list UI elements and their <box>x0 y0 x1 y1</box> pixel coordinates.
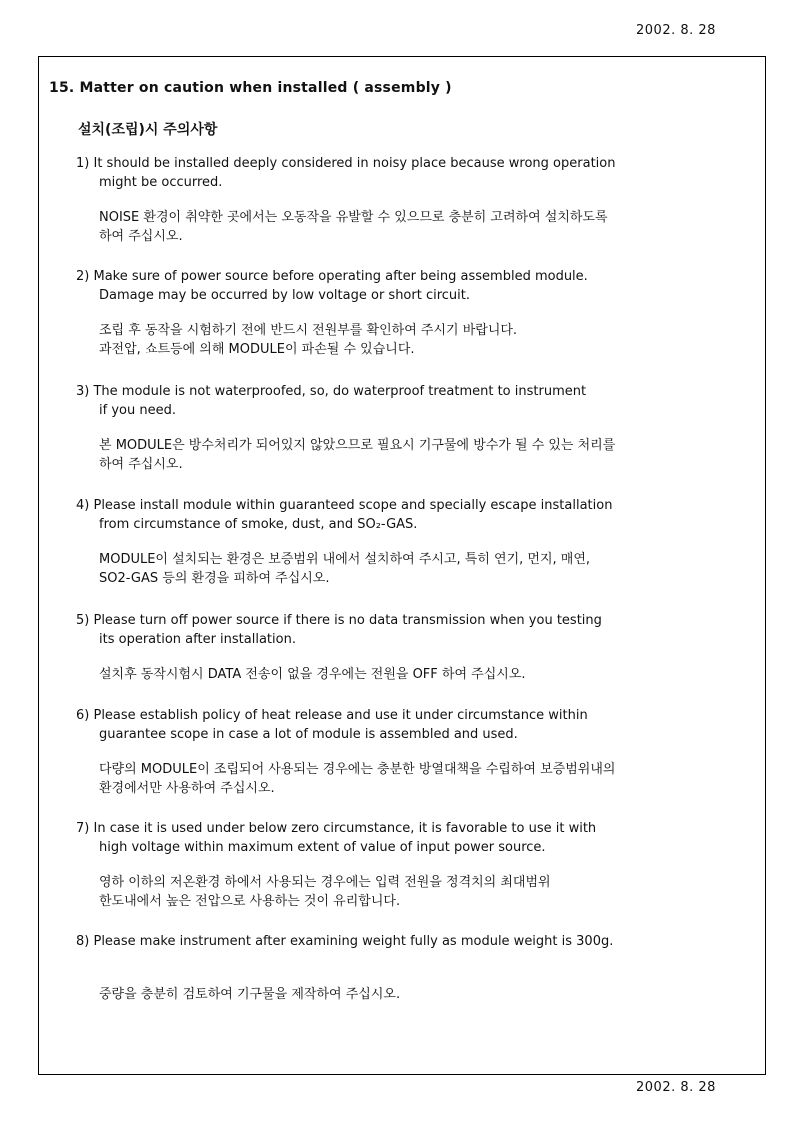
item-english-line-2: Damage may be occurred by low voltage or short circuit. <box>99 288 471 303</box>
item-english-line-2: guarantee scope in case a lot of module is assembled and used. <box>99 727 518 742</box>
caution-item-1 <box>76 154 736 246</box>
caution-item-3 <box>76 382 736 474</box>
caution-item-5 <box>76 611 736 684</box>
item-number: 7) <box>76 821 90 836</box>
item-english-line-2: might be occurred. <box>99 175 223 190</box>
item-english-line-1: 2) Make sure of power source before operating after being assembled module. <box>76 269 588 284</box>
item-english-line-1: 8) Please make instrument after examining weight fully as module weight is 300g. <box>76 934 614 949</box>
item-english-line-2: its operation after installation. <box>99 632 296 647</box>
item-korean-text: 설치후 동작시험시 DATA 전송이 없을 경우에는 전원을 OFF 하여 주십시오. <box>99 667 526 682</box>
item-english-line-1: 6) Please establish policy of heat release and use it under circumstance within <box>76 708 588 723</box>
caution-item-6 <box>76 706 736 798</box>
item-number: 3) <box>76 384 90 399</box>
item-korean-text: MODULE이 설치되는 환경은 보증범위 내에서 설치하여 주시고, 특히 연기, 먼지, 매연, SO2-GAS 등의 환경을 피하여 주십시오. <box>99 552 591 586</box>
item-number: 8) <box>76 934 90 949</box>
item-korean-text: 영하 이하의 저온환경 하에서 사용되는 경우에는 입력 전원을 정격치의 최대범위 한도내에서 높은 전압으로 사용하는 것이 유리합니다. <box>99 875 551 909</box>
item-number: 6) <box>76 708 90 723</box>
item-english-line-2: high voltage within maximum extent of value of input power source. <box>99 840 546 855</box>
item-english-line-1: 1) It should be installed deeply considered in noisy place because wrong operation <box>76 156 616 171</box>
caution-item-2 <box>76 267 736 359</box>
section-title: 15. Matter on caution when installed ( assembly ) <box>49 80 452 96</box>
caution-item-7 <box>76 819 736 911</box>
item-english-line-2: from circumstance of smoke, dust, and SO₂-GAS. <box>99 517 418 532</box>
item-english-line-1: 4) Please install module within guaranteed scope and specially escape installation <box>76 498 613 513</box>
item-english-line-2: if you need. <box>99 403 176 418</box>
item-english-line-1: 5) Please turn off power source if there is no data transmission when you testing <box>76 613 602 628</box>
item-number: 5) <box>76 613 90 628</box>
item-korean-text: 조립 후 동작을 시험하기 전에 반드시 전원부를 확인하여 주시기 바랍니다. 과전압, 쇼트등에 의해 MODULE이 파손될 수 있습니다. <box>99 323 518 357</box>
item-korean-text: 본 MODULE은 방수처리가 되어있지 않았으므로 필요시 기구물에 방수가 될 수 있는 처리를 하여 주십시오. <box>99 438 616 472</box>
item-number: 2) <box>76 269 90 284</box>
section-subtitle: 설치(조립)시 주의사항 <box>78 122 218 138</box>
item-korean-text: NOISE 환경이 취약한 곳에서는 오동작을 유발할 수 있으므로 충분히 고려하여 설치하도록 하여 주십시오. <box>99 210 608 244</box>
caution-item-8 <box>76 932 736 1004</box>
item-korean-text: 중량을 충분히 검토하여 기구물을 제작하여 주십시오. <box>99 987 401 1002</box>
item-english-line-1: 3) The module is not waterproofed, so, do waterproof treatment to instrument <box>76 384 587 399</box>
item-korean-text: 다량의 MODULE이 조립되어 사용되는 경우에는 충분한 방열대책을 수립하여 보증범위내의 환경에서만 사용하여 주십시오. <box>99 762 616 796</box>
item-number: 1) <box>76 156 90 171</box>
header-date: 2002. 8. 28 <box>636 23 716 38</box>
item-english-line-1: 7) In case it is used under below zero circumstance, it is favorable to use it with <box>76 821 597 836</box>
caution-item-4 <box>76 496 736 588</box>
footer-date: 2002. 8. 28 <box>636 1080 716 1095</box>
item-number: 4) <box>76 498 90 513</box>
